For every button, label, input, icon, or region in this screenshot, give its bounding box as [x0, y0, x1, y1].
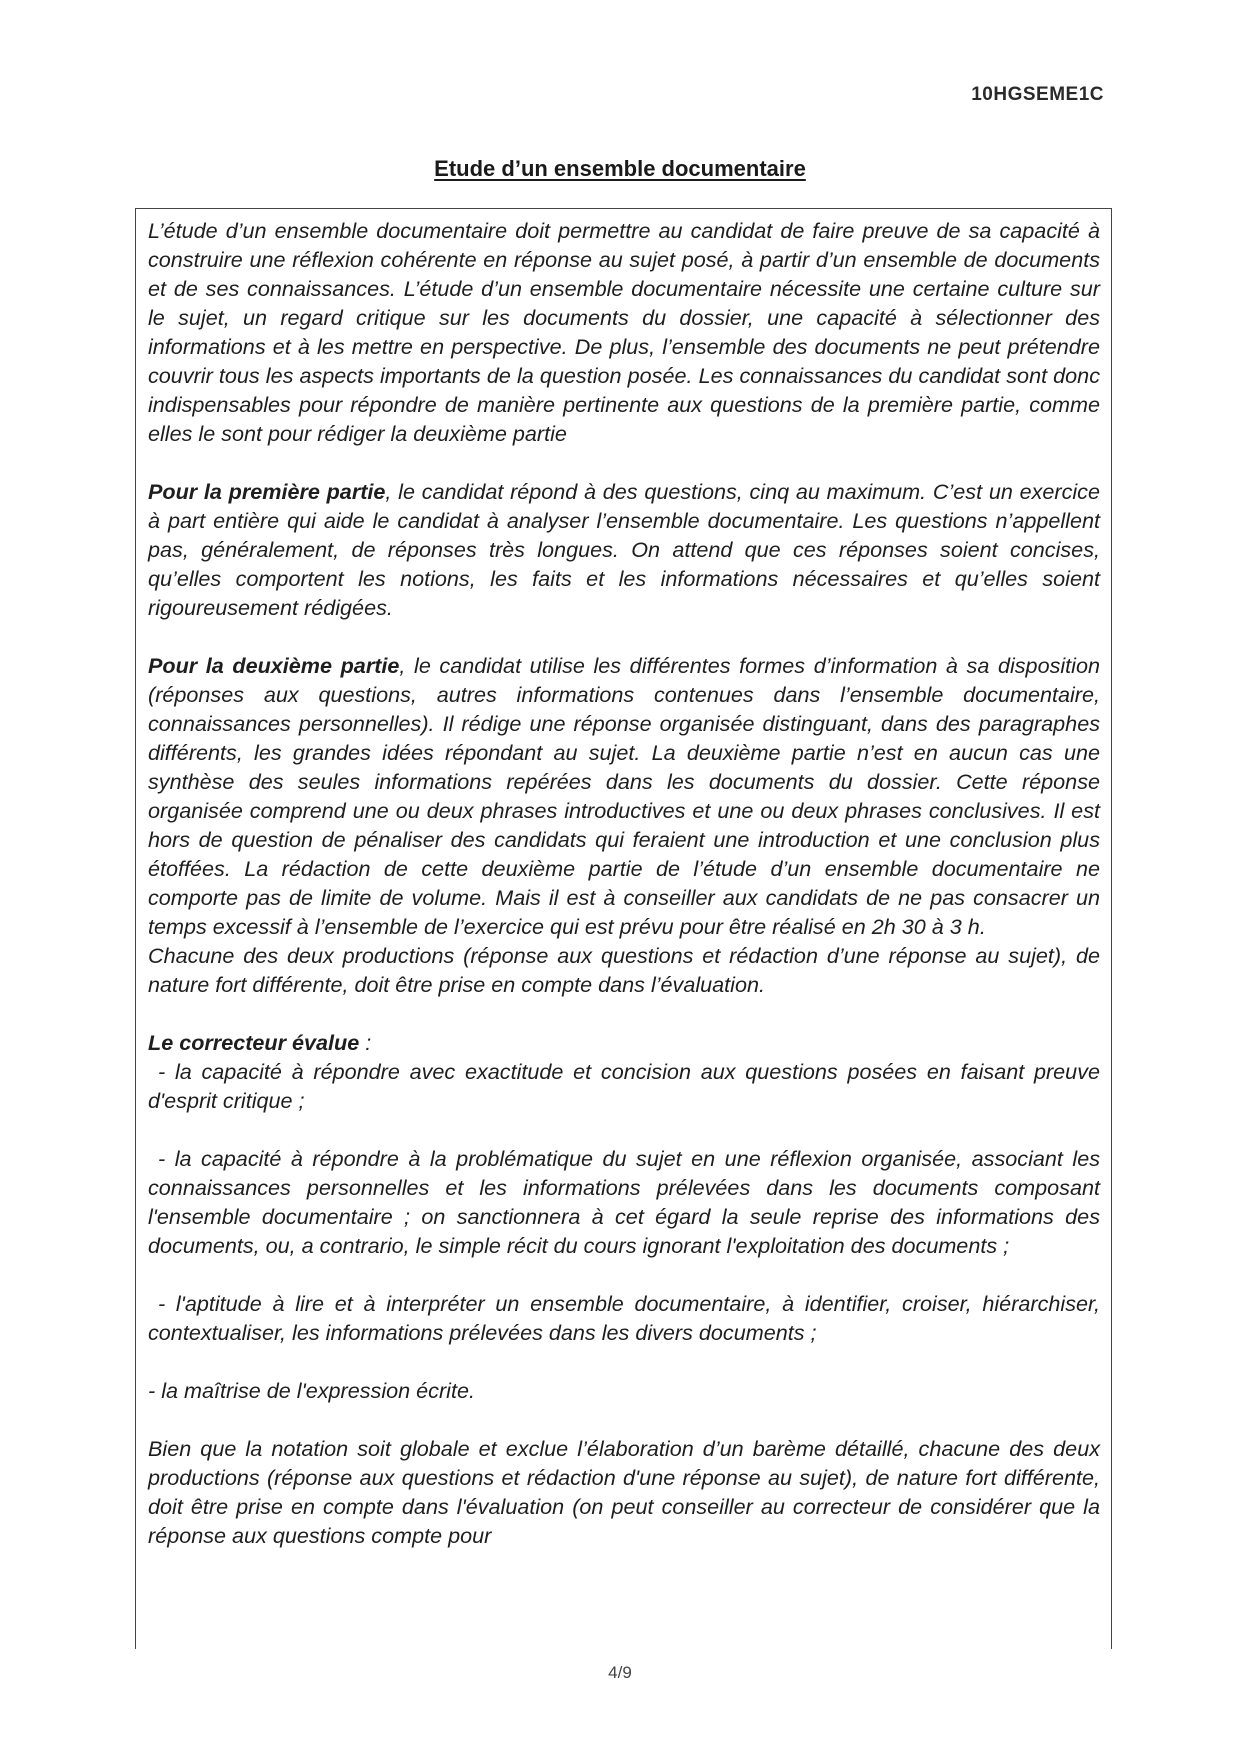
closing-paragraph: Bien que la notation soit globale et exclue l’élaboration d’un barème détaillé, chacune des deux productions (réponse aux questions et rédaction d'une réponse au sujet), de nature fort différente, doit être prise en compte dans l'évaluation (on peut conseiller au correcteur de considérer que la réponse aux questions compte pour	[148, 1436, 1100, 1548]
evaluation-item: - la maîtrise de l'expression écrite.	[148, 1378, 475, 1403]
content-body	[148, 216, 1100, 1550]
part1-text: , le candidat répond à des questions, cinq au maximum. C’est un exercice à part entière qui aide le candidat à analyser l’ensemble documentaire. Les questions n’appellent pas, généralement, de réponses très longues. On attend que ces réponses soient concises, qu’elles comportent les notions, les faits et les informations nécessaires et qu’elles soient rigoureusement rédigées.	[148, 479, 1100, 620]
part2-followup: Chacune des deux productions (réponse aux questions et rédaction d’une réponse au sujet), de nature fort différente, doit être prise en compte dans l’évaluation.	[148, 943, 1100, 997]
part2-text: , le candidat utilise les différentes formes d’information à sa disposition (réponses aux questions, autres informations contenues dans l’ensemble documentaire, connaissances personnelles). Il rédige une réponse organisée distinguant, dans des paragraphes différents, les grandes idées répondant au sujet. La deuxième partie n’est en aucun cas une synthèse des seules informations repérées dans les documents du dossier. Cette réponse organisée comprend une ou deux phrases introductives et une ou deux phrases conclusives. Il est hors de question de pénaliser des candidats qui feraient une introduction et une conclusion plus étoffées. La rédaction de cette deuxième partie de l’étude d’un ensemble documentaire ne comporte pas de limite de volume. Mais il est à conseiller aux candidats de ne pas consacrer un temps excessif à l’ensemble de l’exercice qui est prévu pour être réalisé en 2h 30 à 3 h.	[148, 653, 1100, 939]
part2-heading: Pour la deuxième partie	[148, 653, 400, 678]
part2-paragraph	[148, 651, 1100, 941]
page-title: Etude d’un ensemble documentaire	[434, 156, 806, 181]
evaluation-item: - la capacité à répondre à la problématique du sujet en une réflexion organisée, associant les connaissances personnelles et les informations prélevées dans les documents composant l'ensemble documentaire ; on sanctionnera à cet égard la seule reprise des informations des documents, ou, a contrario, le simple récit du cours ignorant l'exploitation des documents ;	[148, 1146, 1100, 1258]
intro-paragraph: L’étude d’un ensemble documentaire doit permettre au candidat de faire preuve de sa capacité à construire une réflexion cohérente en réponse au sujet posé, à partir d’un ensemble de documents et de ses connaissances. L’étude d’un ensemble documentaire nécessite une certaine culture sur le sujet, un regard critique sur les documents du dossier, une capacité à sélectionner des informations et à les mettre en perspective. De plus, l’ensemble des documents ne peut prétendre couvrir tous les aspects importants de la question posée. Les connaissances du candidat sont donc indispensables pour répondre de manière pertinente aux questions de la première partie, comme elles le sont pour rédiger la deuxième partie	[148, 218, 1100, 446]
part1-heading: Pour la première partie	[148, 479, 386, 504]
evaluation-heading-line	[148, 1028, 1100, 1057]
evaluation-heading: Le correcteur évalue	[148, 1030, 360, 1055]
evaluation-heading-suffix: :	[359, 1030, 372, 1055]
document-code: 10HGSEME1C	[971, 84, 1104, 105]
evaluation-item: - l'aptitude à lire et à interpréter un ensemble documentaire, à identifier, croiser, hiérarchiser, contextualiser, les informations prélevées dans les divers documents ;	[148, 1291, 1100, 1345]
part1-paragraph	[148, 477, 1100, 622]
page-number: 4/9	[608, 1663, 632, 1682]
evaluation-item: - la capacité à répondre avec exactitude et concision aux questions posées en faisant preuve d'esprit critique ;	[148, 1059, 1100, 1113]
